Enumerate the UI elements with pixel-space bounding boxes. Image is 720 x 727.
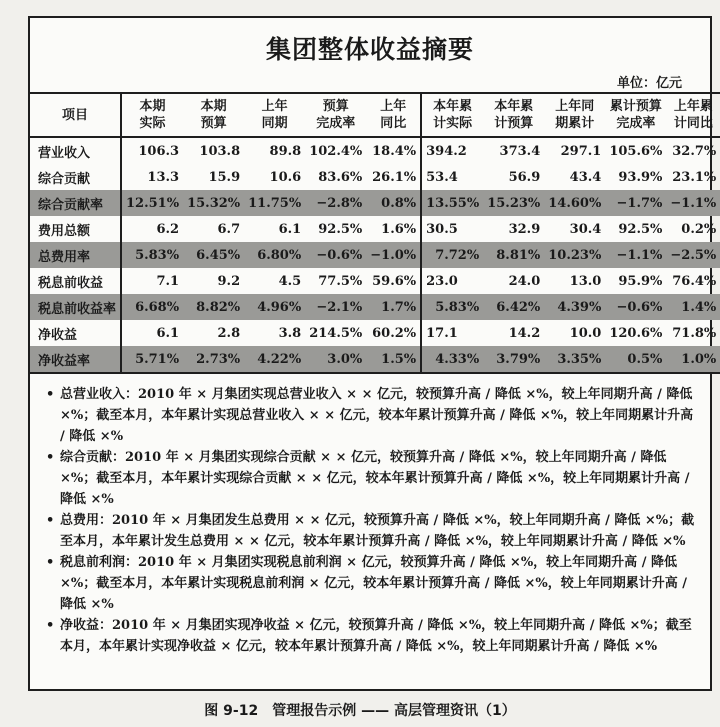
bullet-icon: • bbox=[46, 450, 55, 465]
table-cell: 102.4% bbox=[309, 143, 363, 159]
table-cell: 6.2 bbox=[156, 221, 180, 237]
table-cell: 3.35% bbox=[544, 346, 605, 373]
table-cell: 106.3 bbox=[138, 143, 180, 159]
note-item bbox=[46, 384, 696, 447]
table-cell: −1.1% bbox=[666, 190, 720, 216]
bullet-icon: • bbox=[46, 387, 55, 402]
column-header: 本年累 计实际 bbox=[421, 93, 483, 137]
table-cell: 12.51% bbox=[121, 190, 183, 216]
note-text: 综合贡献：2010 年 × 月集团实现综合贡献 × × 亿元，较预算升高 / 降低 ×%，较上年同期升高 / 降低 ×%；截至本月，本年累计实现综合贡献 × × 亿元，较本年累计预算升高 / 降低 ×%，较上年同期累计升高 / 降低 ×% bbox=[60, 450, 690, 507]
row-label: 税息前收益率 bbox=[30, 294, 121, 320]
table-cell: 92.5% bbox=[318, 221, 363, 237]
row-label: 综合贡献 bbox=[30, 164, 121, 190]
row-label: 总费用率 bbox=[30, 242, 121, 268]
column-header: 上年累 计同比 bbox=[666, 93, 720, 137]
table-row bbox=[30, 320, 720, 346]
table-cell: 23.0 bbox=[426, 273, 458, 289]
bullet-icon: • bbox=[46, 555, 55, 570]
table-cell: 23.1% bbox=[672, 169, 717, 185]
table-cell: 30.5 bbox=[426, 221, 458, 237]
table-cell: 93.9% bbox=[618, 169, 663, 185]
table-cell: 3.0% bbox=[305, 346, 366, 373]
table-cell: 13.0 bbox=[569, 273, 602, 289]
row-label: 净收益率 bbox=[30, 346, 121, 373]
table-cell: 4.33% bbox=[421, 346, 483, 373]
table-cell: 26.1% bbox=[366, 164, 421, 190]
table-row bbox=[30, 216, 720, 242]
row-label: 净收益 bbox=[30, 320, 121, 346]
notes-list bbox=[30, 374, 710, 657]
table-row bbox=[30, 346, 720, 373]
table-cell: 89.8 bbox=[269, 143, 302, 159]
column-header-item: 项目 bbox=[30, 93, 121, 137]
table-cell: 103.8 bbox=[199, 143, 241, 159]
table-cell: 6.7 bbox=[217, 221, 241, 237]
row-label: 税息前收益 bbox=[30, 268, 121, 294]
table-cell: 60.2% bbox=[366, 320, 421, 346]
column-header: 上年同 期累计 bbox=[544, 93, 605, 137]
column-header: 本期 实际 bbox=[121, 93, 183, 137]
table-cell: 30.4 bbox=[569, 221, 602, 237]
table-cell: 8.82% bbox=[183, 294, 244, 320]
table-cell: 11.75% bbox=[244, 190, 305, 216]
column-header: 本期 预算 bbox=[183, 93, 244, 137]
table-cell: 14.60% bbox=[544, 190, 605, 216]
column-header: 上年 同期 bbox=[244, 93, 305, 137]
note-text: 总费用：2010 年 × 月集团发生总费用 × × 亿元，较预算升高 / 降低 ×%，较上年同期升高 / 降低 ×%；截至本月，本年累计发生总费用 × × 亿元，较本年累计预算升高 / 降低 ×%，较上年同期累计升高 / 降低 ×% bbox=[60, 513, 695, 549]
table-cell: 4.5 bbox=[278, 273, 302, 289]
table-cell: 56.9 bbox=[508, 169, 541, 185]
table-cell: 24.0 bbox=[508, 273, 541, 289]
table-cell: 4.22% bbox=[244, 346, 305, 373]
table-cell: 6.68% bbox=[121, 294, 183, 320]
table-cell: 32.9 bbox=[508, 221, 541, 237]
row-label: 费用总额 bbox=[30, 216, 121, 242]
table-cell: −2.1% bbox=[305, 294, 366, 320]
table-cell: −0.6% bbox=[305, 242, 366, 268]
table-cell: 6.42% bbox=[483, 294, 544, 320]
row-label: 综合贡献率 bbox=[30, 190, 121, 216]
note-text: 税息前利润：2010 年 × 月集团实现税息前利润 × 亿元，较预算升高 / 降低 ×%，较上年同期升高 / 降低 ×%；截至本月，本年累计实现税息前利润 × 亿元，较本年累计预算升高 / 降低 ×%，较上年同期累计升高 / 降低 ×% bbox=[60, 555, 688, 612]
table-cell: 43.4 bbox=[569, 169, 602, 185]
unit-label: 单位：亿元 bbox=[616, 76, 682, 91]
table-cell: 373.4 bbox=[499, 143, 541, 159]
table-cell: 0.2% bbox=[681, 221, 717, 237]
table-cell: 394.2 bbox=[426, 143, 467, 159]
table-cell: 8.81% bbox=[483, 242, 544, 268]
table-cell: 3.79% bbox=[483, 346, 544, 373]
table-cell: 6.1 bbox=[278, 221, 302, 237]
table-header-row bbox=[30, 93, 720, 137]
table-row bbox=[30, 242, 720, 268]
row-label: 营业收入 bbox=[30, 137, 121, 164]
note-item bbox=[46, 510, 696, 552]
table-cell: 1.0% bbox=[666, 346, 720, 373]
column-header: 本年累 计预算 bbox=[483, 93, 544, 137]
table-cell: 95.9% bbox=[618, 273, 663, 289]
table-cell: 10.6 bbox=[269, 169, 302, 185]
table-cell: 6.45% bbox=[183, 242, 244, 268]
table-cell: 13.3 bbox=[147, 169, 180, 185]
table-cell: 53.4 bbox=[426, 169, 458, 185]
table-cell: 1.5% bbox=[366, 346, 421, 373]
table-cell: 92.5% bbox=[618, 221, 663, 237]
figure-caption: 图 9-12 管理报告示例 —— 高层管理资讯（1） bbox=[204, 703, 516, 719]
table-cell: 1.6% bbox=[366, 216, 421, 242]
table-row bbox=[30, 190, 720, 216]
column-header: 预算 完成率 bbox=[305, 93, 366, 137]
table-cell: 59.6% bbox=[366, 268, 421, 294]
table-cell: 5.83% bbox=[121, 242, 183, 268]
bullet-icon: • bbox=[46, 618, 55, 633]
note-text: 净收益：2010 年 × 月集团实现净收益 × 亿元，较预算升高 / 降低 ×%，较上年同期升高 / 降低 ×%；截至本月，本年累计实现净收益 × 亿元，较本年累计预算升高 / 降低 ×%，较上年同期累计升高 / 降低 ×% bbox=[60, 618, 692, 654]
table-cell: 105.6% bbox=[609, 143, 663, 159]
table-cell: 15.32% bbox=[183, 190, 244, 216]
table-cell: 6.1 bbox=[156, 325, 180, 341]
table-cell: 13.55% bbox=[421, 190, 483, 216]
table-cell: 3.8 bbox=[278, 325, 302, 341]
table-cell: −1.0% bbox=[366, 242, 421, 268]
table-row bbox=[30, 268, 720, 294]
table-cell: 17.1 bbox=[426, 325, 458, 341]
table-cell: 15.23% bbox=[483, 190, 544, 216]
table-cell: 5.83% bbox=[421, 294, 483, 320]
column-header: 上年 同比 bbox=[366, 93, 421, 137]
table-cell: 297.1 bbox=[560, 143, 602, 159]
table-cell: 1.4% bbox=[666, 294, 720, 320]
table-cell: −0.6% bbox=[605, 294, 666, 320]
table-cell: 4.96% bbox=[244, 294, 305, 320]
summary-table bbox=[30, 92, 720, 374]
note-item bbox=[46, 447, 696, 510]
table-cell: 32.7% bbox=[672, 143, 717, 159]
table-cell: 5.71% bbox=[121, 346, 183, 373]
note-item bbox=[46, 552, 696, 615]
bullet-icon: • bbox=[46, 513, 55, 528]
note-text: 总营业收入：2010 年 × 月集团实现总营业收入 × × 亿元，较预算升高 / 降低 ×%，较上年同期升高 / 降低 ×%；截至本月，本年累计实现总营业收入 × × 亿元，较本年累计预算升高 / 降低 ×%，较上年同期累计升高 / 降低 ×% bbox=[60, 387, 694, 444]
table-cell: 6.80% bbox=[244, 242, 305, 268]
table-cell: 0.5% bbox=[605, 346, 666, 373]
report-frame bbox=[28, 16, 717, 691]
table-cell: 1.7% bbox=[366, 294, 421, 320]
note-item bbox=[46, 615, 696, 657]
table-row bbox=[30, 137, 720, 164]
table-cell: 120.6% bbox=[609, 325, 663, 341]
table-cell: −1.1% bbox=[605, 242, 666, 268]
table-cell: 10.0 bbox=[569, 325, 602, 341]
table-cell: −2.8% bbox=[305, 190, 366, 216]
table-cell: 18.4% bbox=[366, 137, 421, 164]
table-cell: 0.8% bbox=[366, 190, 421, 216]
table-cell: 10.23% bbox=[544, 242, 605, 268]
table-cell: −2.5% bbox=[666, 242, 720, 268]
report-title: 集团整体收益摘要 bbox=[265, 35, 474, 64]
table-cell: −1.7% bbox=[605, 190, 666, 216]
column-header: 累计预算 完成率 bbox=[605, 93, 666, 137]
table-cell: 4.39% bbox=[544, 294, 605, 320]
table-cell: 71.8% bbox=[672, 325, 717, 341]
table-cell: 77.5% bbox=[318, 273, 363, 289]
table-cell: 7.1 bbox=[156, 273, 180, 289]
table-cell: 214.5% bbox=[309, 325, 363, 341]
table-body bbox=[30, 137, 720, 373]
table-cell: 83.6% bbox=[318, 169, 363, 185]
table-row bbox=[30, 164, 720, 190]
table-cell: 14.2 bbox=[508, 325, 541, 341]
table-cell: 76.4% bbox=[672, 273, 717, 289]
table-row bbox=[30, 294, 720, 320]
table-cell: 2.73% bbox=[183, 346, 244, 373]
table-cell: 2.8 bbox=[217, 325, 241, 341]
table-cell: 9.2 bbox=[217, 273, 241, 289]
table-cell: 7.72% bbox=[421, 242, 483, 268]
table-cell: 15.9 bbox=[208, 169, 241, 185]
